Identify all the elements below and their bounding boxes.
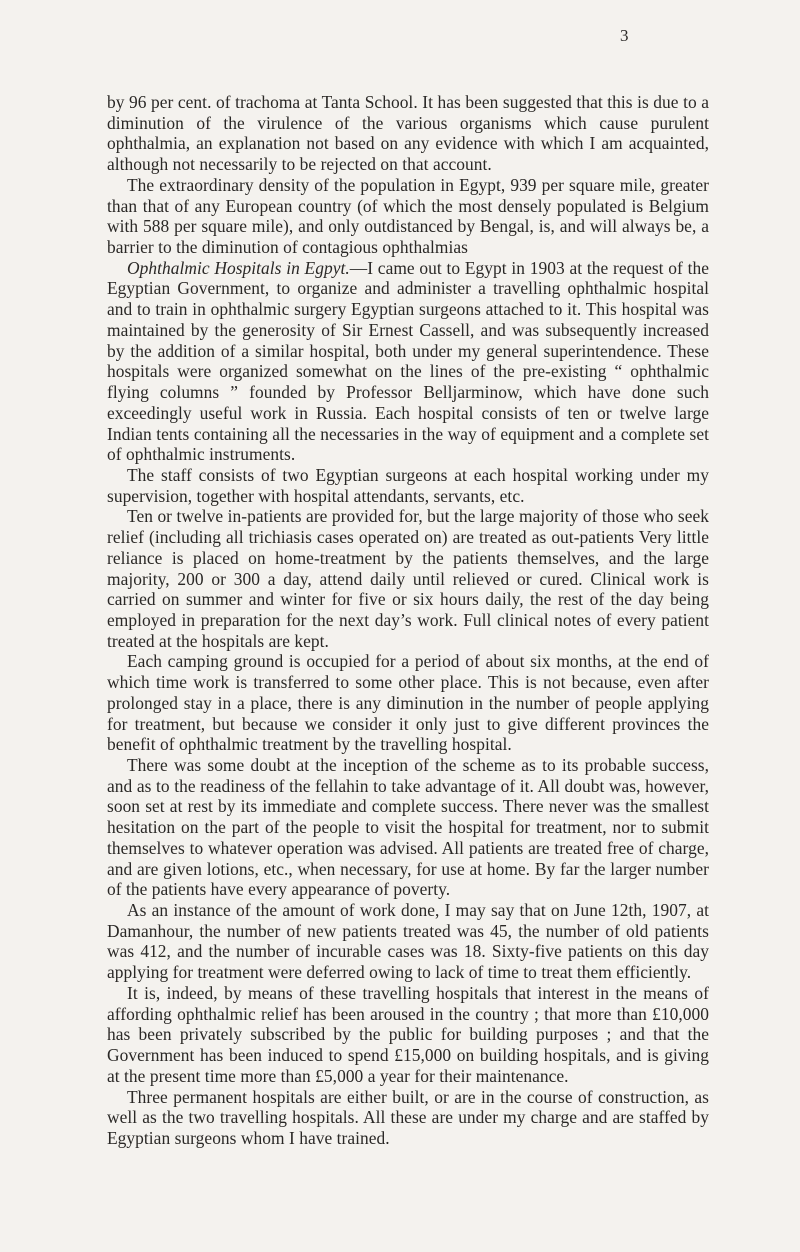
paragraph-text: Ten or twelve in-patients are provided for, but the large majority of those who seek relief (including all trichiasis cases operated on) are treated as out-patients Very little reliance is placed on home-treatment by the patients themselves, and the large majority, 200 or 300 a day, attend daily until relieved or cured. Clinical work is carried on summer and winter for five or six hours daily, the rest of the day being employed in preparation for the next day’s work. Full clinical notes of every patient treated at the hospitals are kept. — [107, 506, 709, 651]
paragraph-text: Three permanent hospitals are either built, or are in the course of construction, as well as the two travelling hospitals. All these are under my charge and are staffed by Egyptian surgeons whom I have trained. — [107, 1086, 709, 1148]
paragraph-trachoma-continuation — [107, 92, 709, 175]
paragraph-inception-doubt — [107, 755, 709, 900]
paragraph-damanhour-instance — [107, 900, 709, 983]
paragraph-population-density — [107, 175, 709, 258]
paragraph-camping-ground — [107, 651, 709, 755]
paragraph-text: by 96 per cent. of trachoma at Tanta School. It has been suggested that this is due to a diminution of the virulence of the various organisms which cause purulent ophthalmia, an explanation not based on any evidence with which I am acquainted, although not necessarily to be rejected on that account. — [107, 92, 709, 175]
paragraph-text: There was some doubt at the inception of the scheme as to its probable success, and as to the readiness of the fellahin to take advantage of it. All doubt was, however, soon set at rest by its immediate and complete success. There never was the smallest hesitation on the part of the people to visit the hospital for treatment, nor to submit themselves to whatever operation was advised. All patients are treated free of charge, and are given lotions, etc., when necessary, for use at home. By far the larger number of the patients have every appearance of poverty. — [107, 755, 709, 900]
paragraph-permanent-hospitals — [107, 1087, 709, 1149]
paragraph-in-patients — [107, 506, 709, 651]
paragraph-text: It is, indeed, by means of these travelling hospitals that interest in the means of affording ophthalmic relief has been aroused in the country ; that more than £10,000 has been privately subscribed by the public for building purposes ; and that the Government has been induced to spend £15,000 on building hospitals, and is giving at the present time more than £5,000 a year for their maintenance. — [107, 982, 709, 1086]
paragraph-text: The extraordinary density of the population in Egypt, 939 per square mile, greater than that of any European country (of which the most densely populated is Belgium with 588 per square mile), and only outdistanced by Bengal, is, and will always be, a barrier to the diminution of contagious ophthalmias — [107, 174, 709, 258]
paragraph-funding — [107, 983, 709, 1087]
paragraph-text: The staff consists of two Egyptian surgeons at each hospital working under my supervision, together with hospital attendants, servants, etc. — [107, 464, 709, 506]
body-text — [107, 92, 709, 1149]
page-number: 3 — [620, 26, 629, 45]
paragraph-text: Each camping ground is occupied for a period of about six months, at the end of which time work is transferred to some other place. This is not because, even after prolonged stay in a place, there is any diminution in the number of people applying for treatment, but because we consider it only just to give different provinces the benefit of ophthalmic treatment by the travelling hospital. — [107, 651, 709, 755]
paragraph-text: As an instance of the amount of work done, I may say that on June 12th, 1907, at Damanhour, the number of new patients treated was 45, the number of old patients was 412, and the number of incurable cases was 18. Sixty-five patients on this day applying for treatment were deferred owing to lack of time to treat them efficiently. — [107, 900, 709, 983]
paragraph-ophthalmic-hospitals — [107, 258, 709, 465]
paragraph-text: —I came out to Egypt in 1903 at the request of the Egyptian Government, to organize and administer a travelling ophthalmic hospital and to train in ophthalmic surgery Egyptian surgeons attached to it. This hospital was maintained by the generosity of Sir Ernest Cassell, and was subsequently increased by the addition of a similar hospital, both under my general superintendence. These hospitals were organized somewhat on the lines of the pre-existing “ ophthalmic flying columns ” founded by Professor Belljarminow, which have done such exceedingly useful work in Russia. Each hospital consists of ten or twelve large Indian tents containing all the necessaries in the way of equipment and a complete set of ophthalmic instruments. — [107, 257, 709, 465]
paragraph-staff — [107, 465, 709, 506]
section-heading: Ophthalmic Hospitals in Egpyt. — [127, 257, 350, 278]
